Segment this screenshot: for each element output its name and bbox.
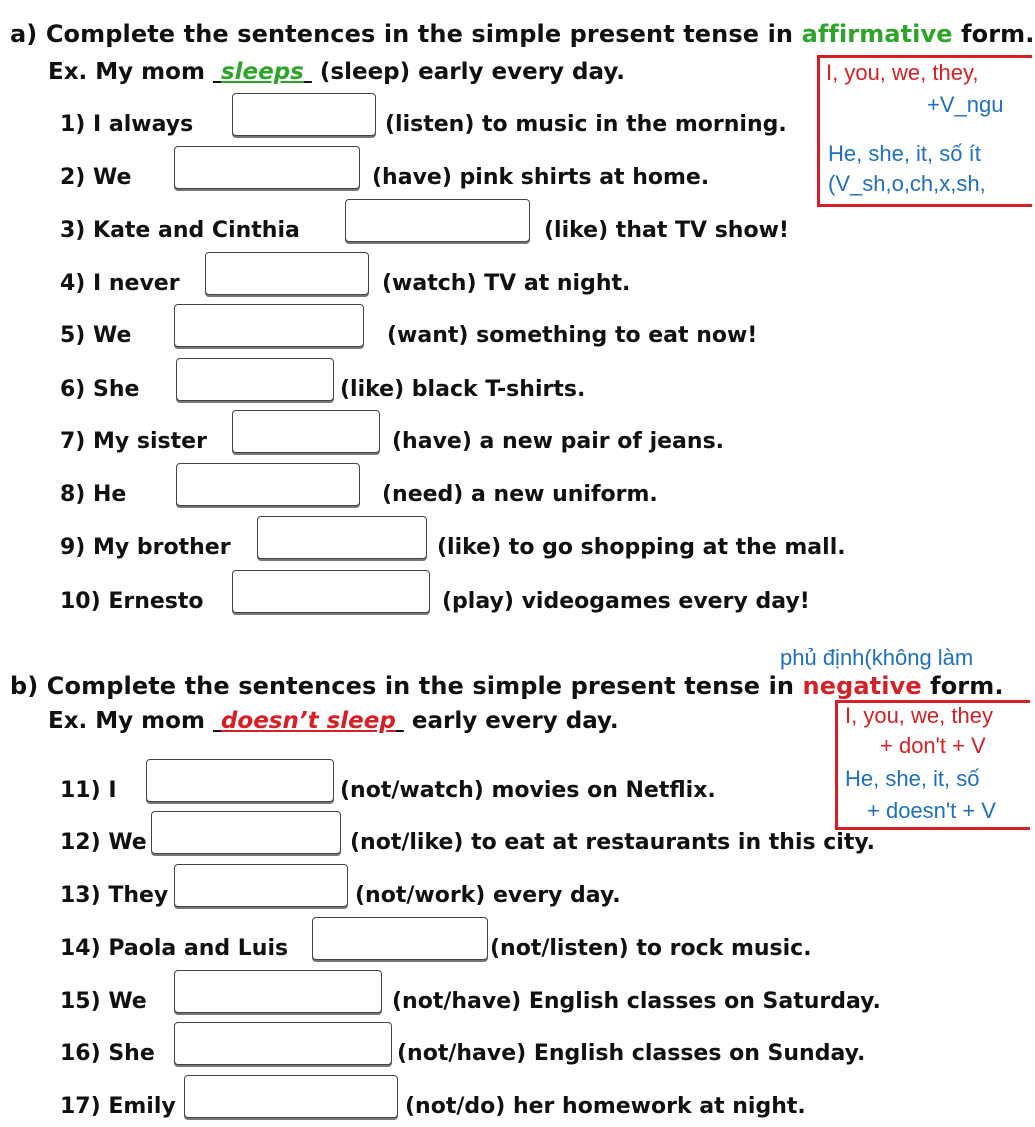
part-a-example-prefix: Ex. My mom — [48, 59, 213, 85]
item-5-answer-box[interactable] — [174, 304, 364, 347]
item-2-prefix: 2) We — [60, 165, 132, 190]
part-a-heading-text: a) Complete the sentences in the simple present tense in — [10, 20, 802, 48]
part-a-heading — [10, 20, 1035, 48]
item-11-prefix: 11) I — [60, 778, 117, 803]
item-14-prefix: 14) Paola and Luis — [60, 936, 289, 961]
part-b-heading-suffix: form. — [921, 672, 1004, 700]
part-a-heading-suffix: form. — [952, 20, 1035, 48]
item-11-answer-box[interactable] — [146, 759, 334, 802]
item-8-answer-box[interactable] — [176, 463, 360, 506]
item-4-answer-box[interactable] — [205, 252, 369, 295]
part-b-example — [48, 708, 619, 734]
item-5-suffix: (want) something to eat now! — [387, 323, 758, 348]
item-16-suffix: (not/have) English classes on Sunday. — [397, 1041, 866, 1066]
item-10-prefix: 10) Ernesto — [60, 589, 204, 614]
item-6-prefix: 6) She — [60, 377, 140, 402]
item-15-prefix: 15) We — [60, 989, 147, 1014]
item-7-prefix: 7) My sister — [60, 429, 207, 454]
part-a-example — [48, 59, 625, 85]
item-3-prefix: 3) Kate and Cinthia — [60, 218, 300, 243]
item-16-answer-box[interactable] — [174, 1022, 392, 1065]
item-10-suffix: (play) videogames every day! — [442, 589, 810, 614]
item-13-prefix: 13) They — [60, 883, 169, 908]
part-b-example-prefix: Ex. My mom — [48, 708, 213, 734]
item-12-suffix: (not/like) to eat at restaurants in this city. — [350, 830, 876, 855]
part-a-example-underline — [213, 59, 312, 85]
part-b-heading-text: b) Complete the sentences in the simple present tense in — [10, 672, 803, 700]
part-b-note-line1: I, you, we, they — [845, 703, 993, 728]
item-10-answer-box[interactable] — [232, 570, 430, 613]
item-14-suffix: (not/listen) to rock music. — [490, 936, 812, 961]
item-8-prefix: 8) He — [60, 482, 127, 507]
item-3-suffix: (like) that TV show! — [544, 218, 789, 243]
item-1-answer-box[interactable] — [232, 93, 376, 136]
item-7-answer-box[interactable] — [232, 410, 380, 453]
item-13-answer-box[interactable] — [174, 864, 348, 907]
part-a-note-line1: I, you, we, they, — [826, 60, 979, 85]
part-b-example-suffix: early every day. — [403, 708, 619, 734]
item-9-suffix: (like) to go shopping at the mall. — [437, 535, 846, 560]
item-16-prefix: 16) She — [60, 1041, 155, 1066]
item-15-suffix: (not/have) English classes on Saturday. — [392, 989, 881, 1014]
part-b-example-answer: doesn’t sleep — [220, 708, 396, 734]
item-6-suffix: (like) black T-shirts. — [340, 377, 586, 402]
part-a-note-line2: +V_ngu — [927, 92, 1004, 117]
part-b-example-underline — [213, 708, 404, 734]
item-9-answer-box[interactable] — [257, 516, 427, 559]
item-3-answer-box[interactable] — [345, 199, 530, 242]
part-b-note-line4: + doesn't + V — [867, 798, 996, 823]
part-b-heading-keyword: negative — [802, 672, 922, 700]
item-17-answer-box[interactable] — [184, 1075, 398, 1118]
part-a-note-line3: He, she, it, số ít — [828, 141, 981, 166]
item-4-suffix: (watch) TV at night. — [382, 271, 631, 296]
item-1-suffix: (listen) to music in the morning. — [385, 112, 787, 137]
part-b-annotation: phủ định(không làm — [780, 645, 974, 670]
item-12-answer-box[interactable] — [151, 811, 341, 854]
item-2-suffix: (have) pink shirts at home. — [372, 165, 710, 190]
part-a-example-suffix: (sleep) early every day. — [311, 59, 625, 85]
item-11-suffix: (not/watch) movies on Netflix. — [340, 778, 716, 803]
part-a-example-answer: sleeps — [220, 59, 304, 85]
item-5-prefix: 5) We — [60, 323, 132, 348]
part-a-heading-keyword: affirmative — [801, 20, 953, 48]
item-15-answer-box[interactable] — [174, 970, 382, 1013]
item-4-prefix: 4) I never — [60, 271, 180, 296]
part-b-note-line2: + don't + V — [880, 733, 986, 758]
part-b-note-line3: He, she, it, số — [845, 766, 980, 791]
item-12-prefix: 12) We — [60, 830, 147, 855]
part-b-heading — [10, 672, 1004, 700]
part-a-note-line4: (V_sh,o,ch,x,sh, — [828, 171, 986, 196]
item-2-answer-box[interactable] — [174, 146, 360, 189]
item-17-prefix: 17) Emily — [60, 1094, 176, 1119]
item-1-prefix: 1) I always — [60, 112, 194, 137]
item-13-suffix: (not/work) every day. — [355, 883, 621, 908]
item-14-answer-box[interactable] — [312, 917, 488, 960]
item-17-suffix: (not/do) her homework at night. — [405, 1094, 806, 1119]
item-6-answer-box[interactable] — [176, 358, 334, 401]
item-9-prefix: 9) My brother — [60, 535, 231, 560]
item-7-suffix: (have) a new pair of jeans. — [392, 429, 725, 454]
item-8-suffix: (need) a new uniform. — [382, 482, 658, 507]
